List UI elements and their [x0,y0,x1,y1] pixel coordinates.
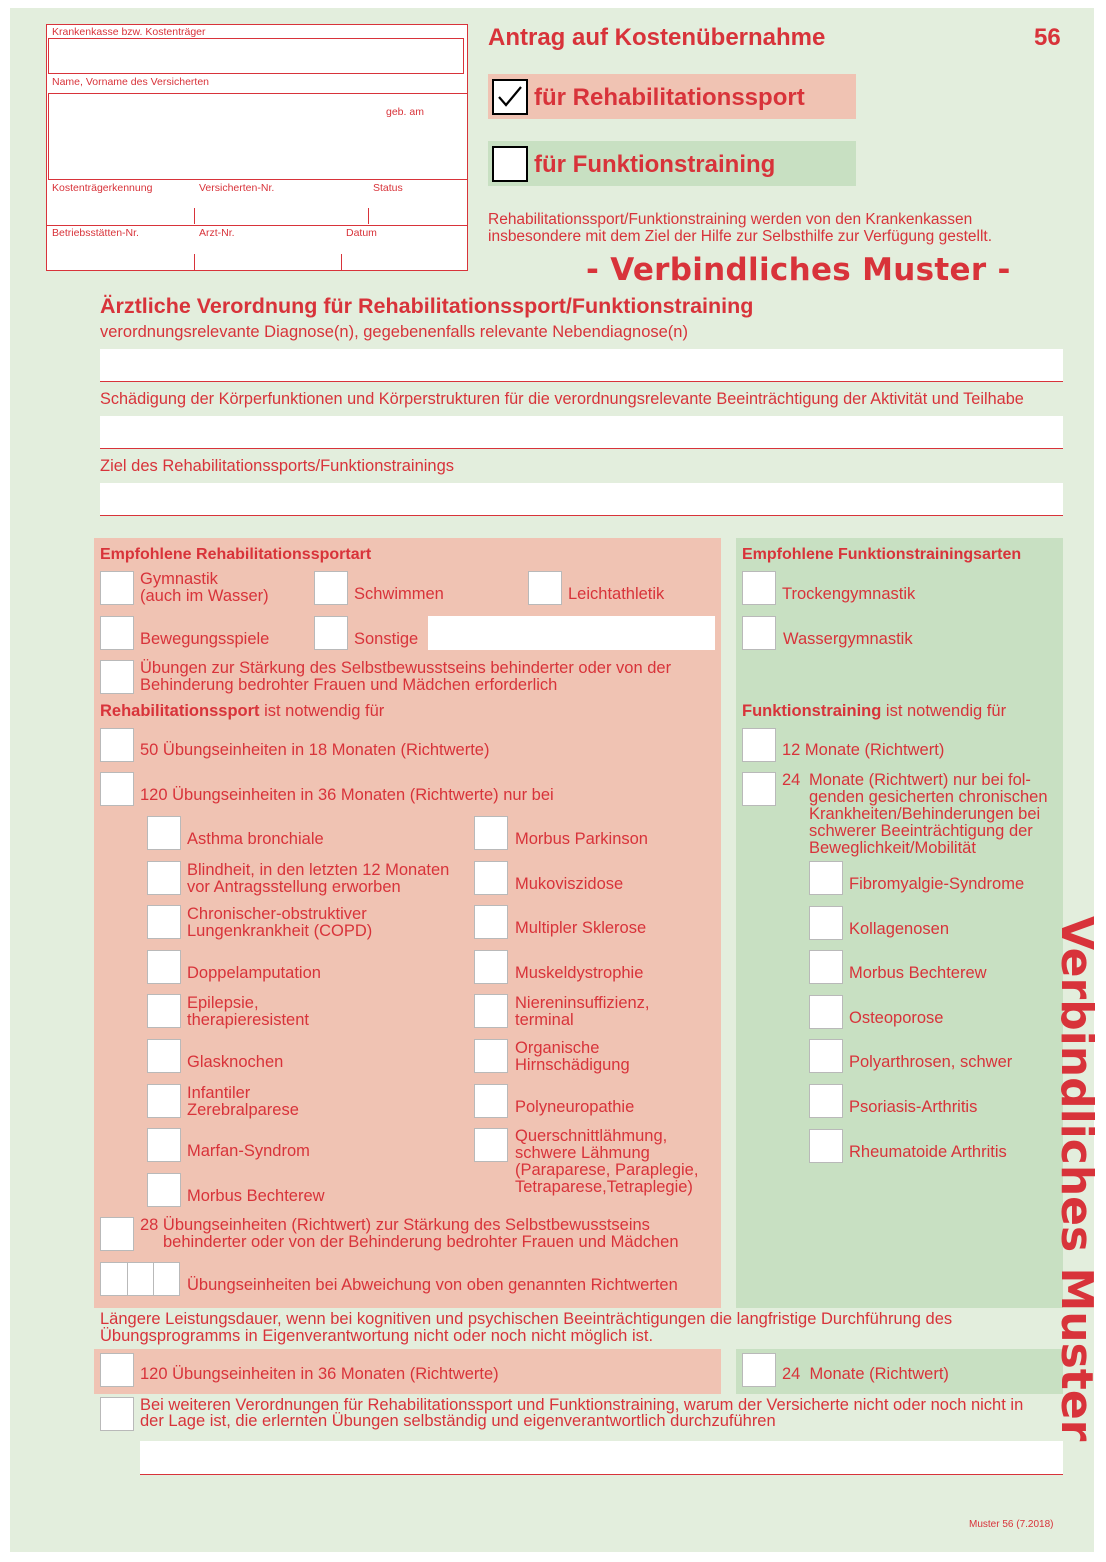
opt-24-line: Monate (Richtwert) nur bei fol- [809,771,1031,789]
diagnosis-checkbox[interactable] [474,861,508,895]
name-label: Name, Vorname des Versicherten [52,76,209,88]
diagnosis-label: Rheumatoide Arthritis [849,1142,1007,1161]
option-funktion-label: für Funktionstraining [534,151,776,178]
ziel-label: Ziel des Rehabilitationssports/Funktionstrainings [100,457,455,475]
diagnosis-checkbox[interactable] [147,1128,181,1162]
diagnosis-checkbox[interactable] [809,950,843,984]
diagnose-label: verordnungsrelevante Diagnose(n), gegebenenfalls relevante Nebendiagnose(n) [100,323,688,341]
diagnosis-label: (Paraparese, Paraplegie, [515,1161,699,1180]
rehasport-checkbox[interactable] [492,79,528,115]
laenger-text-2: Übungsprogramms in Eigenverantwortung nicht oder noch nicht möglich ist. [100,1327,654,1345]
reha-notwendig [100,703,384,720]
diagnosis-label: Chronischer-obstruktiver [187,905,367,924]
krankenkasse-label: Krankenkasse bzw. Kostenträger [52,26,206,38]
krankenkasse-field[interactable] [48,38,464,74]
schaedigung-field[interactable] [100,416,1063,449]
diagnosis-checkbox[interactable] [147,1084,181,1118]
laenger-reha-label: 120 Übungseinheiten in 36 Monaten (Richtwerte) [140,1365,499,1383]
diagnosis-checkbox[interactable] [147,1039,181,1073]
diagnosis-label: schwere Lähmung [515,1144,650,1163]
diagnosis-label: Muskeldystrophie [515,963,644,982]
diagnosis-label: Doppelamputation [187,963,321,982]
diagnosis-label: Polyneuropathie [515,1097,635,1116]
diagnosis-label: Organische [515,1039,600,1057]
kostentraegerkennung-label: Kostenträgerkennung [52,182,153,194]
funktion-notwendig-rest: ist notwendig für [881,702,1007,720]
laenger-text: Längere Leistungsdauer, wenn bei kognitiven und psychischen Beeinträchtigungen die langfristige Durchführung des [100,1310,953,1328]
bewegungsspiele-label: Bewegungsspiele [140,630,270,648]
leichtathletik-label: Leichtathletik [568,585,665,603]
reha-heading: Empfohlene Rehabilitationssportart [100,546,372,563]
wasser-checkbox[interactable] [742,616,776,650]
schwimmen-label: Schwimmen [354,585,444,603]
diagnosis-checkbox[interactable] [474,905,508,939]
diagnosis-checkbox[interactable] [474,816,508,850]
opt-24-line: Beweglichkeit/Mobilität [809,839,976,857]
abweichung-label: Übungseinheiten bei Abweichung von oben genannten Richtwerten [187,1276,678,1294]
checkmark-icon [494,81,526,113]
digit-divider [153,1263,154,1295]
diagnosis-label: therapieresistent [187,1011,309,1030]
wasser-label: Wassergymnastik [783,630,913,648]
opt-28-label-2: behinderter oder von der Behinderung bedrohter Frauen und Mädchen [163,1233,679,1251]
intro-text: Rehabilitationssport/Funktionstraining werden von den Krankenkassen insbesondere mit dem Ziel der Hilfe zur Selbsthilfe zur Verfügung gestellt. [488,211,992,245]
reha-notwendig-rest: ist notwendig für [259,702,385,720]
diagnosis-checkbox[interactable] [809,861,843,895]
verordnung-heading: Ärztliche Verordnung für Rehabilitationssport/Funktionstraining [100,294,754,318]
status-label: Status [373,182,403,194]
diagnosis-label: vor Antragsstellung erworben [187,877,401,896]
ziel-field[interactable] [100,483,1063,516]
diagnosis-label: Blindheit, in den letzten 12 Monaten [187,860,450,879]
trocken-checkbox[interactable] [742,571,776,605]
opt-24-number: 24 [782,771,801,789]
laenger-funktion-label: 24 Monate (Richtwert) [782,1365,949,1383]
diagnosis-label: Multipler Sklerose [515,919,647,938]
diagnosis-checkbox[interactable] [147,861,181,895]
opt-120-checkbox[interactable] [100,772,134,806]
diagnosis-label: Lungenkrankheit (COPD) [187,922,373,941]
datum-label: Datum [346,227,377,239]
trocken-label: Trockengymnastik [782,585,916,603]
uebungen-label-2: Behinderung bedrohter Frauen und Mädchen erforderlich [140,676,558,694]
diagnosis-label: Asthma bronchiale [187,830,324,848]
opt-24-checkbox[interactable] [742,772,776,806]
diagnosis-label: Osteoporose [849,1008,944,1027]
divider [368,208,369,224]
leichtathletik-checkbox[interactable] [528,571,562,605]
diagnosis-label: Niereninsuffizienz, [515,994,650,1013]
diagnosis-checkbox[interactable] [809,995,843,1029]
uebungen-label: Übungen zur Stärkung des Selbstbewusstseins behinderter oder von der [140,659,672,677]
sonstige-checkbox[interactable] [314,616,348,650]
diagnosis-label: Zerebralparese [187,1100,299,1119]
divider [194,254,195,270]
diagnosis-checkbox[interactable] [809,1129,843,1163]
funktion-checkbox[interactable] [492,146,528,182]
gymnastik-label: Gymnastik [140,570,218,588]
opt-50-checkbox[interactable] [100,728,134,762]
diagnosis-label: Fibromyalgie-Syndrome [849,875,1025,893]
watermark-top: - Verbindliches Muster - [586,252,1011,288]
diagnosis-checkbox[interactable] [809,906,843,940]
diagnosis-label: Kollagenosen [849,919,949,938]
diagnosis-checkbox[interactable] [809,1084,843,1118]
digit-divider [127,1263,128,1295]
weitere-text-2: der Lage ist, die erlernten Übungen selbständig und eigenverantwortlich durchzuführen [140,1412,776,1430]
opt-28-checkbox[interactable] [100,1217,134,1251]
funktion-notwendig [742,703,1006,720]
weitere-text: Bei weiteren Verordnungen für Rehabilitationssport und Funktionstraining, warum der Versicherte nicht oder noch nicht in [140,1396,1024,1414]
diagnosis-label: Psoriasis-Arthritis [849,1098,978,1116]
opt-120-label: 120 Übungseinheiten in 36 Monaten (Richtwerte) nur bei [140,786,554,804]
diagnosis-checkbox[interactable] [147,1173,181,1207]
divider [341,254,342,270]
diagnosis-label: Polyarthrosen, schwer [849,1053,1013,1072]
footer-muster: Muster 56 (7.2018) [969,1519,1054,1530]
form-title: Antrag auf Kostenübernahme [488,24,826,51]
diagnosis-label: Marfan-Syndrom [187,1142,310,1161]
diagnose-field[interactable] [100,349,1063,382]
diagnosis-label: terminal [515,1011,574,1030]
diagnosis-label: Glasknochen [187,1053,284,1071]
weitere-checkbox[interactable] [100,1397,134,1431]
divider [194,208,195,224]
arzt-nr-label: Arzt-Nr. [199,227,235,239]
diagnosis-label: Querschnittlähmung, [515,1127,668,1146]
versicherten-nr-label: Versicherten-Nr. [199,182,275,194]
watermark-side: Verbindliches Muster [1051,916,1102,1442]
opt-24-line: schwerer Beeinträchtigung der [809,822,1033,840]
weitere-field[interactable] [140,1441,1063,1475]
schwimmen-checkbox[interactable] [314,571,348,605]
laenger-funktion-checkbox[interactable] [742,1353,776,1387]
diagnosis-checkbox[interactable] [474,950,508,984]
opt-12-label: 12 Monate (Richtwert) [782,741,945,759]
diagnosis-checkbox[interactable] [809,1039,843,1073]
opt-50-label: 50 Übungseinheiten in 18 Monaten (Richtwerte) [140,741,490,759]
funktion-notwendig-bold: Funktionstraining [742,702,882,720]
diagnosis-label: Mukoviszidose [515,874,624,893]
option-rehasport-label: für Rehabilitationssport [534,84,805,111]
opt-24-line: Krankheiten/Behinderungen bei [809,805,1041,823]
diagnosis-checkbox[interactable] [474,1128,508,1162]
funktion-heading: Empfohlene Funktionstrainingsarten [742,546,1022,563]
sonstige-field[interactable] [428,616,715,650]
diagnosis-checkbox[interactable] [474,1084,508,1118]
diagnosis-checkbox[interactable] [147,905,181,939]
opt-12-checkbox[interactable] [742,728,776,762]
diagnosis-label: Infantiler [187,1083,251,1102]
diagnosis-checkbox[interactable] [147,994,181,1028]
form-number: 56 [1034,24,1061,51]
geb-label: geb. am [386,106,424,118]
diagnosis-checkbox[interactable] [474,1039,508,1073]
bewegungsspiele-checkbox[interactable] [100,616,134,650]
gymnastik-label-2: (auch im Wasser) [140,587,269,605]
diagnosis-label: Morbus Bechterew [849,964,987,983]
opt-24-line: genden gesicherten chronischen [809,788,1048,806]
schaedigung-label: Schädigung der Körperfunktionen und Körperstrukturen für die verordnungsrelevante Beeinträchtigung der Aktivität und Teilhabe [100,390,1024,408]
abweichung-digit-boxes[interactable] [100,1262,180,1296]
divider [46,225,468,226]
diagnosis-checkbox[interactable] [147,950,181,984]
form-sheet [10,8,1102,1552]
diagnosis-label: Morbus Parkinson [515,830,648,848]
opt-28-label: 28 Übungseinheiten (Richtwert) zur Stärkung des Selbstbewusstseins [140,1216,650,1234]
sonstige-label: Sonstige [354,630,419,648]
betriebsstaetten-label: Betriebsstätten-Nr. [52,227,139,239]
diagnosis-label: Morbus Bechterew [187,1186,325,1205]
diagnosis-label: Tetraparese,Tetraplegie) [515,1178,693,1197]
gymnastik-checkbox[interactable] [100,571,134,605]
uebungen-checkbox[interactable] [100,660,134,694]
reha-notwendig-bold: Rehabilitationssport [100,702,260,720]
diagnosis-checkbox[interactable] [147,816,181,850]
diagnosis-checkbox[interactable] [474,994,508,1028]
diagnosis-label: Hirnschädigung [515,1056,630,1074]
diagnosis-label: Epilepsie, [187,994,259,1013]
laenger-reha-checkbox[interactable] [100,1353,134,1387]
